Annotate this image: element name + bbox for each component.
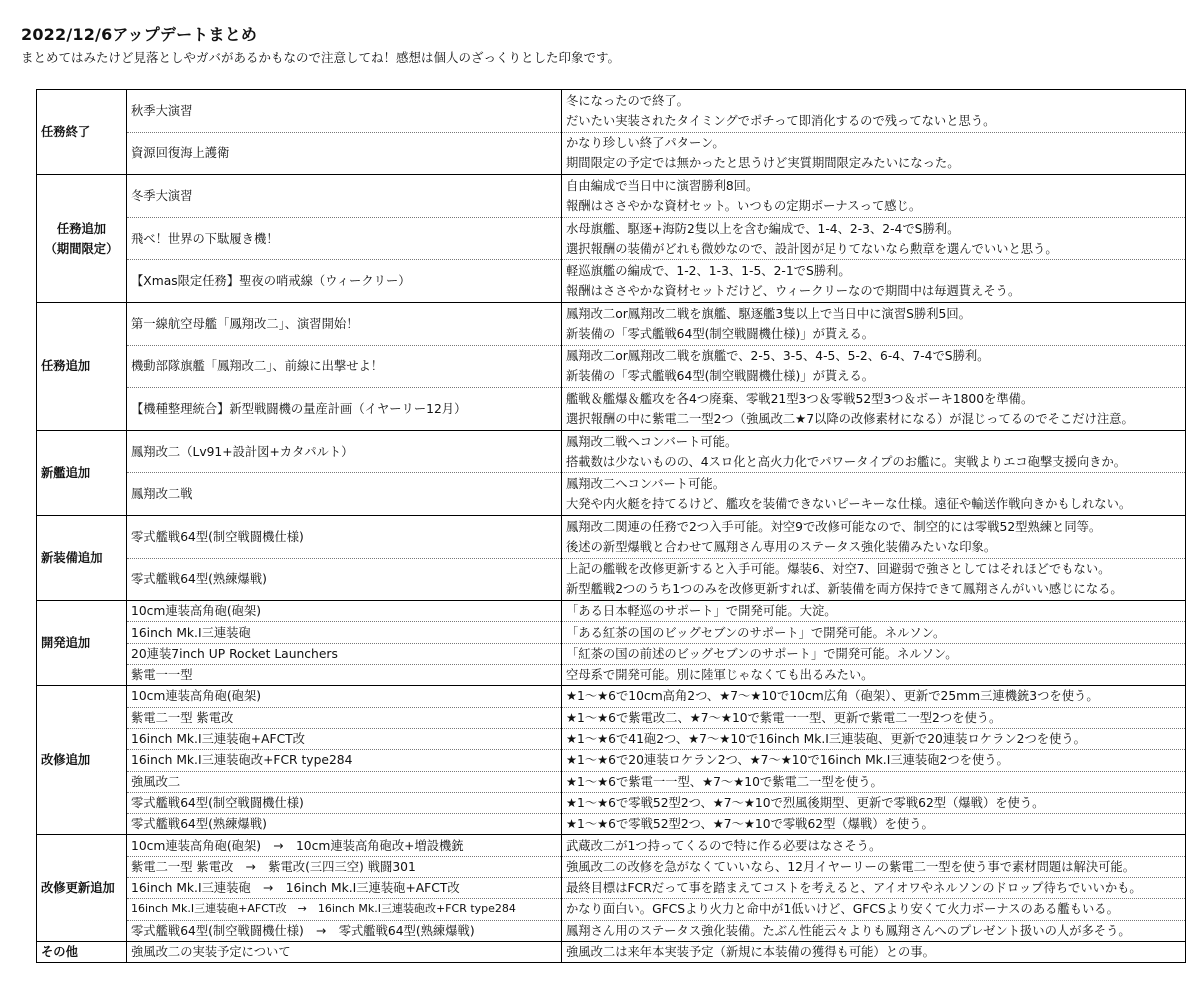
note-cell: [562, 792, 1186, 813]
note-line: ★1～★6で20連装ロケラン2つ、★7～★10で16inch Mk.I三連装砲2つを使う。: [566, 753, 1009, 768]
table-row: [37, 792, 1186, 813]
item-cell: 秋季大演習: [127, 90, 562, 133]
note-line: 空母系で開発可能。別に陸軍じゃなくても出るみたい。: [566, 668, 874, 683]
note-line: 報酬はささやかな資材セット。いつもの定期ボーナスって感じ。: [566, 198, 922, 213]
category-cell: [37, 601, 127, 686]
note-line: 最終目標はFCRだって事を踏まえてコストを考えると、アイオワやネルソンのドロップ待ちでいいかも。: [566, 881, 1142, 896]
note-cell: [562, 920, 1186, 941]
note-cell: [562, 814, 1186, 835]
table-row: [37, 558, 1186, 601]
note-cell: [562, 877, 1186, 898]
note-cell: [562, 90, 1186, 133]
item-cell: 飛べ！世界の下駄履き機！: [127, 217, 562, 260]
note-cell: [562, 388, 1186, 431]
category-cell: [37, 515, 127, 600]
note-line: 後述の新型爆戦と合わせて鳳翔さん専用のステータス強化装備みたいな印象。: [566, 539, 997, 554]
item-cell: 【Xmas限定任務】聖夜の哨戒線（ウィークリー）: [127, 260, 562, 303]
item-cell: 16inch Mk.I三連装砲+AFCT改 → 16inch Mk.I三連装砲改+FCR type284: [127, 899, 562, 920]
note-line: ★1～★6で紫電改二、★7～★10で紫電一一型、更新で紫電二一型2つを使う。: [566, 710, 1002, 725]
note-line: ★1～★6で紫電一一型、★7～★10で紫電二一型を使う。: [566, 774, 883, 789]
note-line: 強風改二の改修を急がなくていいなら、12月イヤーリーの紫電二一型を使う事で素材問題は解決可能。: [566, 859, 1136, 874]
note-line: 選択報酬の装備がどれも微妙なので、設計図が足りてないなら勲章を選んでいいと思う。: [566, 241, 1058, 256]
category-cell: [37, 175, 127, 303]
note-cell: [562, 835, 1186, 856]
note-line: 鳳翔改二関連の任務で2つ入手可能。対空9で改修可能なので、制空的には零戦52型熟練と同等。: [566, 519, 1102, 534]
note-cell: [562, 665, 1186, 686]
table-row: [37, 388, 1186, 431]
note-cell: [562, 601, 1186, 622]
item-cell: 鳳翔改二（Lv91+設計図+カタパルト）: [127, 430, 562, 473]
item-cell: 強風改二の実装予定について: [127, 941, 562, 962]
note-cell: [562, 217, 1186, 260]
note-cell: [562, 175, 1186, 218]
page-title: 2022/12/6アップデートまとめ: [21, 25, 258, 44]
item-cell: 10cm連装高角砲(砲架): [127, 601, 562, 622]
note-line: 選択報酬の中に紫電二一型2つ（強風改二★7以降の改修素材になる）が混じってるのでそこだけ注意。: [566, 411, 1134, 426]
note-line: ★1～★6で10cm高角2つ、★7～★10で10cm広角（砲架）、更新で25mm三連機銃3つを使う。: [566, 689, 1099, 704]
note-line: 鳳翔改二or鳳翔改二戦を旗艦、駆逐艦3隻以上で当日中に演習S勝利5回。: [566, 306, 971, 321]
item-cell: 零式艦戦64型(熟練爆戦): [127, 558, 562, 601]
category-label: （期間限定）: [44, 241, 119, 256]
note-cell: [562, 430, 1186, 473]
note-cell: [562, 941, 1186, 962]
note-line: 新装備の「零式艦戦64型(制空戦闘機仕様)」が貰える。: [566, 369, 875, 384]
note-cell: [562, 345, 1186, 388]
table-row: [37, 899, 1186, 920]
note-line: 大発や内火艇を持てるけど、艦攻を装備できないピーキーな仕様。遠征や輸送作戦向きかもしれない。: [566, 497, 1132, 512]
note-line: 水母旗艦、駆逐+海防2隻以上を含む編成で、1-4、2-3、2-4でS勝利。: [566, 221, 960, 236]
note-cell: [562, 707, 1186, 728]
item-cell: 零式艦戦64型(熟練爆戦): [127, 814, 562, 835]
page-subtitle: まとめてはみたけど見落としやガバがあるかもなので注意してね！感想は個人のざっくりとした印象です。: [21, 50, 621, 65]
table-row: [37, 430, 1186, 473]
note-line: 強風改二は来年本実装予定（新規に本装備の獲得も可能）との事。: [566, 945, 935, 960]
update-summary-table: [36, 89, 1186, 963]
category-label: 任務追加: [56, 221, 107, 236]
note-line: 新型艦戦2つのうち1つのみを改修更新すれば、新装備を両方保持できて鳳翔さんがいい感じになる。: [566, 582, 1123, 597]
note-line: 鳳翔さん用のステータス強化装備。たぶん性能云々よりも鳳翔さんへのプレゼント扱いの人が多そう。: [566, 923, 1131, 938]
category-label: 任務終了: [41, 125, 91, 140]
table-row: [37, 260, 1186, 303]
note-line: 鳳翔改二へコンバート可能。: [566, 477, 725, 492]
category-label: 開発追加: [41, 636, 91, 651]
item-cell: 16inch Mk.I三連装砲改+FCR type284: [127, 750, 562, 771]
table-row: [37, 686, 1186, 707]
note-line: 報酬はささやかな資材セットだけど、ウィークリーなので期間中は毎週貰えそう。: [566, 284, 1021, 299]
table-row: [37, 90, 1186, 133]
table-row: [37, 941, 1186, 962]
item-cell: 16inch Mk.I三連装砲 → 16inch Mk.I三連装砲+AFCT改: [127, 877, 562, 898]
item-cell: 機動部隊旗艦「鳳翔改二」、前線に出撃せよ！: [127, 345, 562, 388]
note-line: 新装備の「零式艦戦64型(制空戦闘機仕様)」が貰える。: [566, 326, 875, 341]
note-line: 艦戦＆艦爆＆艦攻を各4つ廃棄、零戦21型3つ＆零戦52型3つ＆ボーキ1800を準備。: [566, 391, 1034, 406]
table-row: [37, 132, 1186, 175]
note-cell: [562, 686, 1186, 707]
item-cell: 零式艦戦64型(制空戦闘機仕様): [127, 792, 562, 813]
table-row: [37, 302, 1186, 345]
table-row: [37, 622, 1186, 643]
note-line: 武蔵改二が1つ持ってくるので特に作る必要はなさそう。: [566, 838, 882, 853]
item-cell: 16inch Mk.I三連装砲+AFCT改: [127, 728, 562, 749]
item-cell: 第一線航空母艦「鳳翔改二」、演習開始！: [127, 302, 562, 345]
item-cell: 10cm連装高角砲(砲架) → 10cm連装高角砲改+増設機銃: [127, 835, 562, 856]
note-cell: [562, 899, 1186, 920]
item-cell: 鳳翔改二戦: [127, 473, 562, 516]
table-row: [37, 707, 1186, 728]
item-cell: 紫電二一型 紫電改 → 紫電改(三四三空) 戦闘301: [127, 856, 562, 877]
note-line: ★1～★6で零戦52型2つ、★7～★10で零戦62型（爆戦）を使う。: [566, 817, 934, 832]
table-row: [37, 728, 1186, 749]
category-cell: [37, 941, 127, 962]
note-line: ★1～★6で41砲2つ、★7～★10で16inch Mk.I三連装砲、更新で20連装ロケラン2つを使う。: [566, 732, 1086, 747]
note-cell: [562, 771, 1186, 792]
note-cell: [562, 473, 1186, 516]
note-cell: [562, 622, 1186, 643]
note-cell: [562, 132, 1186, 175]
category-cell: [37, 686, 127, 835]
item-cell: 冬季大演習: [127, 175, 562, 218]
table-row: [37, 877, 1186, 898]
table-row: [37, 217, 1186, 260]
table-row: [37, 345, 1186, 388]
item-cell: 紫電二一型 紫電改: [127, 707, 562, 728]
note-line: 鳳翔改二or鳳翔改二戦を旗艦で、2-5、3-5、4-5、5-2、6-4、7-4でS勝利。: [566, 349, 990, 364]
note-line: 軽巡旗艦の編成で、1-2、1-3、1-5、2-1でS勝利。: [566, 264, 851, 279]
note-line: かなり面白い。GFCSより火力と命中が1低いけど、GFCSより安くて火力ボーナスのある艦もいる。: [566, 902, 1119, 917]
item-cell: 16inch Mk.I三連装砲: [127, 622, 562, 643]
table-row: [37, 175, 1186, 218]
note-line: 鳳翔改二戦へコンバート可能。: [566, 434, 738, 449]
item-cell: 零式艦戦64型(制空戦闘機仕様): [127, 515, 562, 558]
note-cell: [562, 750, 1186, 771]
item-cell: 零式艦戦64型(制空戦闘機仕様) → 零式艦戦64型(熟練爆戦): [127, 920, 562, 941]
item-cell: 強風改二: [127, 771, 562, 792]
table-row: [37, 920, 1186, 941]
note-line: 「紅茶の国の前述のビッグセブンのサポート」で開発可能。ネルソン。: [566, 646, 958, 661]
note-cell: [562, 643, 1186, 664]
item-cell: 資源回復海上護衛: [127, 132, 562, 175]
item-cell: 20連装7inch UP Rocket Launchers: [127, 643, 562, 664]
note-cell: [562, 302, 1186, 345]
category-label: 改修追加: [41, 753, 91, 768]
table-row: [37, 814, 1186, 835]
note-line: 上記の艦戦を改修更新すると入手可能。爆装6、対空7、回避弱で強さとしてはそれほどでもない。: [566, 562, 1111, 577]
category-cell: [37, 835, 127, 941]
table-row: [37, 473, 1186, 516]
category-label: 任務追加: [41, 359, 91, 374]
item-cell: 紫電一一型: [127, 665, 562, 686]
note-line: 冬になったので終了。: [566, 93, 689, 108]
category-label: 新装備追加: [41, 551, 103, 566]
table-row: [37, 750, 1186, 771]
table-row: [37, 835, 1186, 856]
note-line: 期間限定の予定では無かったと思うけど実質期間限定みたいになった。: [566, 156, 960, 171]
table-row: [37, 515, 1186, 558]
note-cell: [562, 856, 1186, 877]
note-line: かなり珍しい終了パターン。: [566, 136, 725, 151]
note-line: 「ある日本軽巡のサポート」で開発可能。大淀。: [566, 604, 837, 619]
note-cell: [562, 558, 1186, 601]
table-row: [37, 643, 1186, 664]
category-cell: [37, 302, 127, 430]
note-line: 「ある紅茶の国のビッグセブンのサポート」で開発可能。ネルソン。: [566, 625, 946, 640]
table-row: [37, 771, 1186, 792]
note-cell: [562, 728, 1186, 749]
item-cell: 10cm連装高角砲(砲架): [127, 686, 562, 707]
note-cell: [562, 515, 1186, 558]
note-line: 搭載数は少ないものの、4スロ化と高火力化でパワータイプのお艦に。実戦よりエコ砲撃支援向きか。: [566, 454, 1127, 469]
category-label: その他: [41, 945, 78, 960]
note-cell: [562, 260, 1186, 303]
note-line: だいたい実装されたタイミングでポチって即消化するので残ってないと思う。: [566, 113, 996, 128]
table-row: [37, 601, 1186, 622]
category-label: 改修更新追加: [41, 881, 115, 896]
table-row: [37, 665, 1186, 686]
category-cell: [37, 90, 127, 175]
note-line: ★1～★6で零戦52型2つ、★7～★10で烈風後期型、更新で零戦62型（爆戦）を使う。: [566, 795, 1045, 810]
item-cell: 【機種整理統合】新型戦闘機の量産計画（イヤーリー12月）: [127, 388, 562, 431]
table-row: [37, 856, 1186, 877]
category-cell: [37, 430, 127, 515]
category-label: 新艦追加: [41, 465, 91, 480]
note-line: 自由編成で当日中に演習勝利8回。: [566, 178, 759, 193]
